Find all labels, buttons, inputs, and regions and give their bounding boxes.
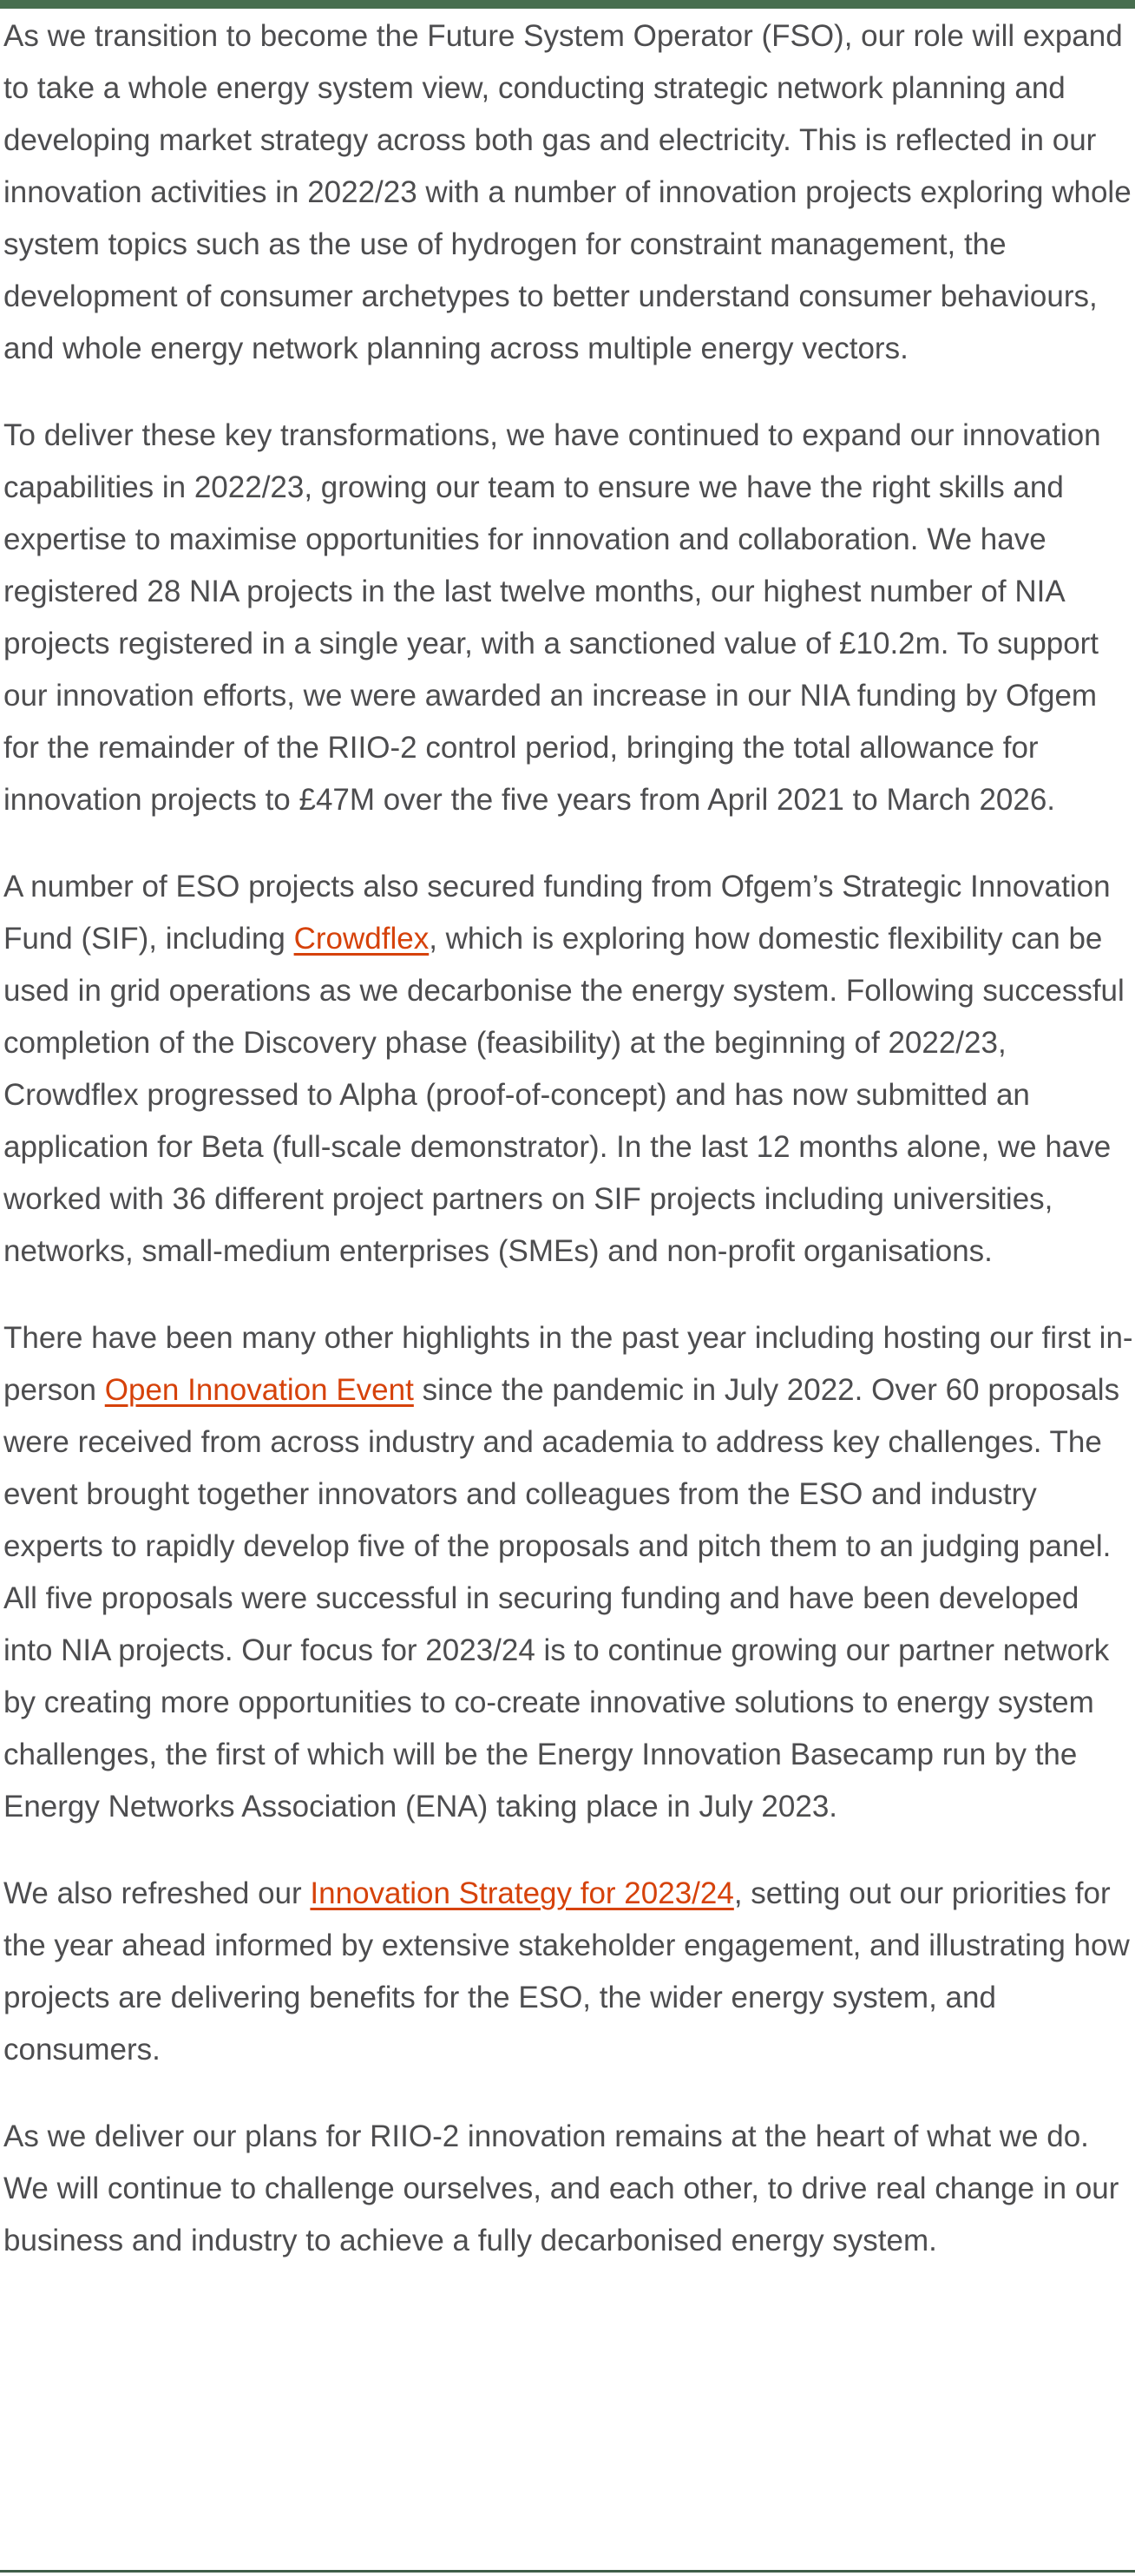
text-run: To deliver these key transformations, we have continued to expand our innovation capabilities in 2022/23, growing our team to ensure we have the right skills and expertise to maximise opportunities for innovation and collaboration. We have registered 28 NIA projects in the last twelve months, our highest number of NIA projects registered in a single year, with a sanctioned value of £10.2m. To support our innovation efforts, we were awarded an increase in our NIA funding by Ofgem for the remainder of the RIIO-2 control period, bringing the total allowance for innovation projects to £47M over the five years from April 2021 to March 2026. bbox=[3, 418, 1101, 817]
text-run: There have been many other highlights in the past year including hosting our first in-person bbox=[3, 1321, 1133, 1407]
paragraph-3 bbox=[3, 861, 1133, 1278]
bottom-divider-line bbox=[0, 2570, 1135, 2573]
paragraph-1 bbox=[3, 10, 1133, 375]
top-accent-bar bbox=[0, 0, 1135, 9]
paragraph-5 bbox=[3, 1868, 1133, 2076]
innovation-strategy-link[interactable]: Innovation Strategy for 2023/24 bbox=[310, 1876, 734, 1910]
text-run: A number of ESO projects also secured funding from Ofgem’s Strategic Innovation Fund (SIF), including bbox=[3, 870, 1111, 956]
paragraph-2 bbox=[3, 410, 1133, 826]
text-run: As we transition to become the Future System Operator (FSO), our role will expand to take a whole energy system view, conducting strategic network planning and developing market strategy across both gas and electricity. This is reflected in our innovation activities in 2022/23 with a number of innovation projects exploring whole system topics such as the use of hydrogen for constraint management, the development of consumer archetypes to better understand consumer behaviours, and whole energy network planning across multiple energy vectors. bbox=[3, 19, 1132, 365]
text-run: since the pandemic in July 2022. Over 60 proposals were received from across industry and academia to address key challenges. The event brought together innovators and colleagues from the ESO and industry experts to rapidly develop five of the proposals and pitch them to an judging panel. All five proposals were successful in securing funding and have been developed into NIA projects. Our focus for 2023/24 is to continue growing our partner network by creating more opportunities to co-create innovative solutions to energy system challenges, the first of which will be the Energy Innovation Basecamp run by the Energy Networks Association (ENA) taking place in July 2023. bbox=[3, 1373, 1120, 1824]
text-run: , which is exploring how domestic flexibility can be used in grid operations as we decarbonise the energy system. Following successful completion of the Discovery phase (feasibility) at the beginning of 2022/23, Crowdflex progressed to Alpha (proof-of-concept) and has now submitted an application for Beta (full-scale demonstrator). In the last 12 months alone, we have worked with 36 different project partners on SIF projects including universities, networks, small-medium enterprises (SMEs) and non-profit organisations. bbox=[3, 922, 1125, 1268]
paragraph-6 bbox=[3, 2111, 1133, 2267]
text-run: , setting out our priorities for the year ahead informed by extensive stakeholder engagement, and illustrating how projects are delivering benefits for the ESO, the wider energy system, and consumers. bbox=[3, 1876, 1130, 2067]
paragraph-4 bbox=[3, 1312, 1133, 1833]
open-innovation-event-link[interactable]: Open Innovation Event bbox=[104, 1373, 414, 1407]
crowdflex-link[interactable]: Crowdflex bbox=[293, 922, 430, 956]
article-body bbox=[0, 9, 1135, 2267]
text-run: As we deliver our plans for RIIO-2 innovation remains at the heart of what we do. We will continue to challenge ourselves, and each other, to drive real change in our business and industry to achieve a fully decarbonised energy system. bbox=[3, 2119, 1119, 2257]
text-run: We also refreshed our bbox=[3, 1876, 311, 1910]
